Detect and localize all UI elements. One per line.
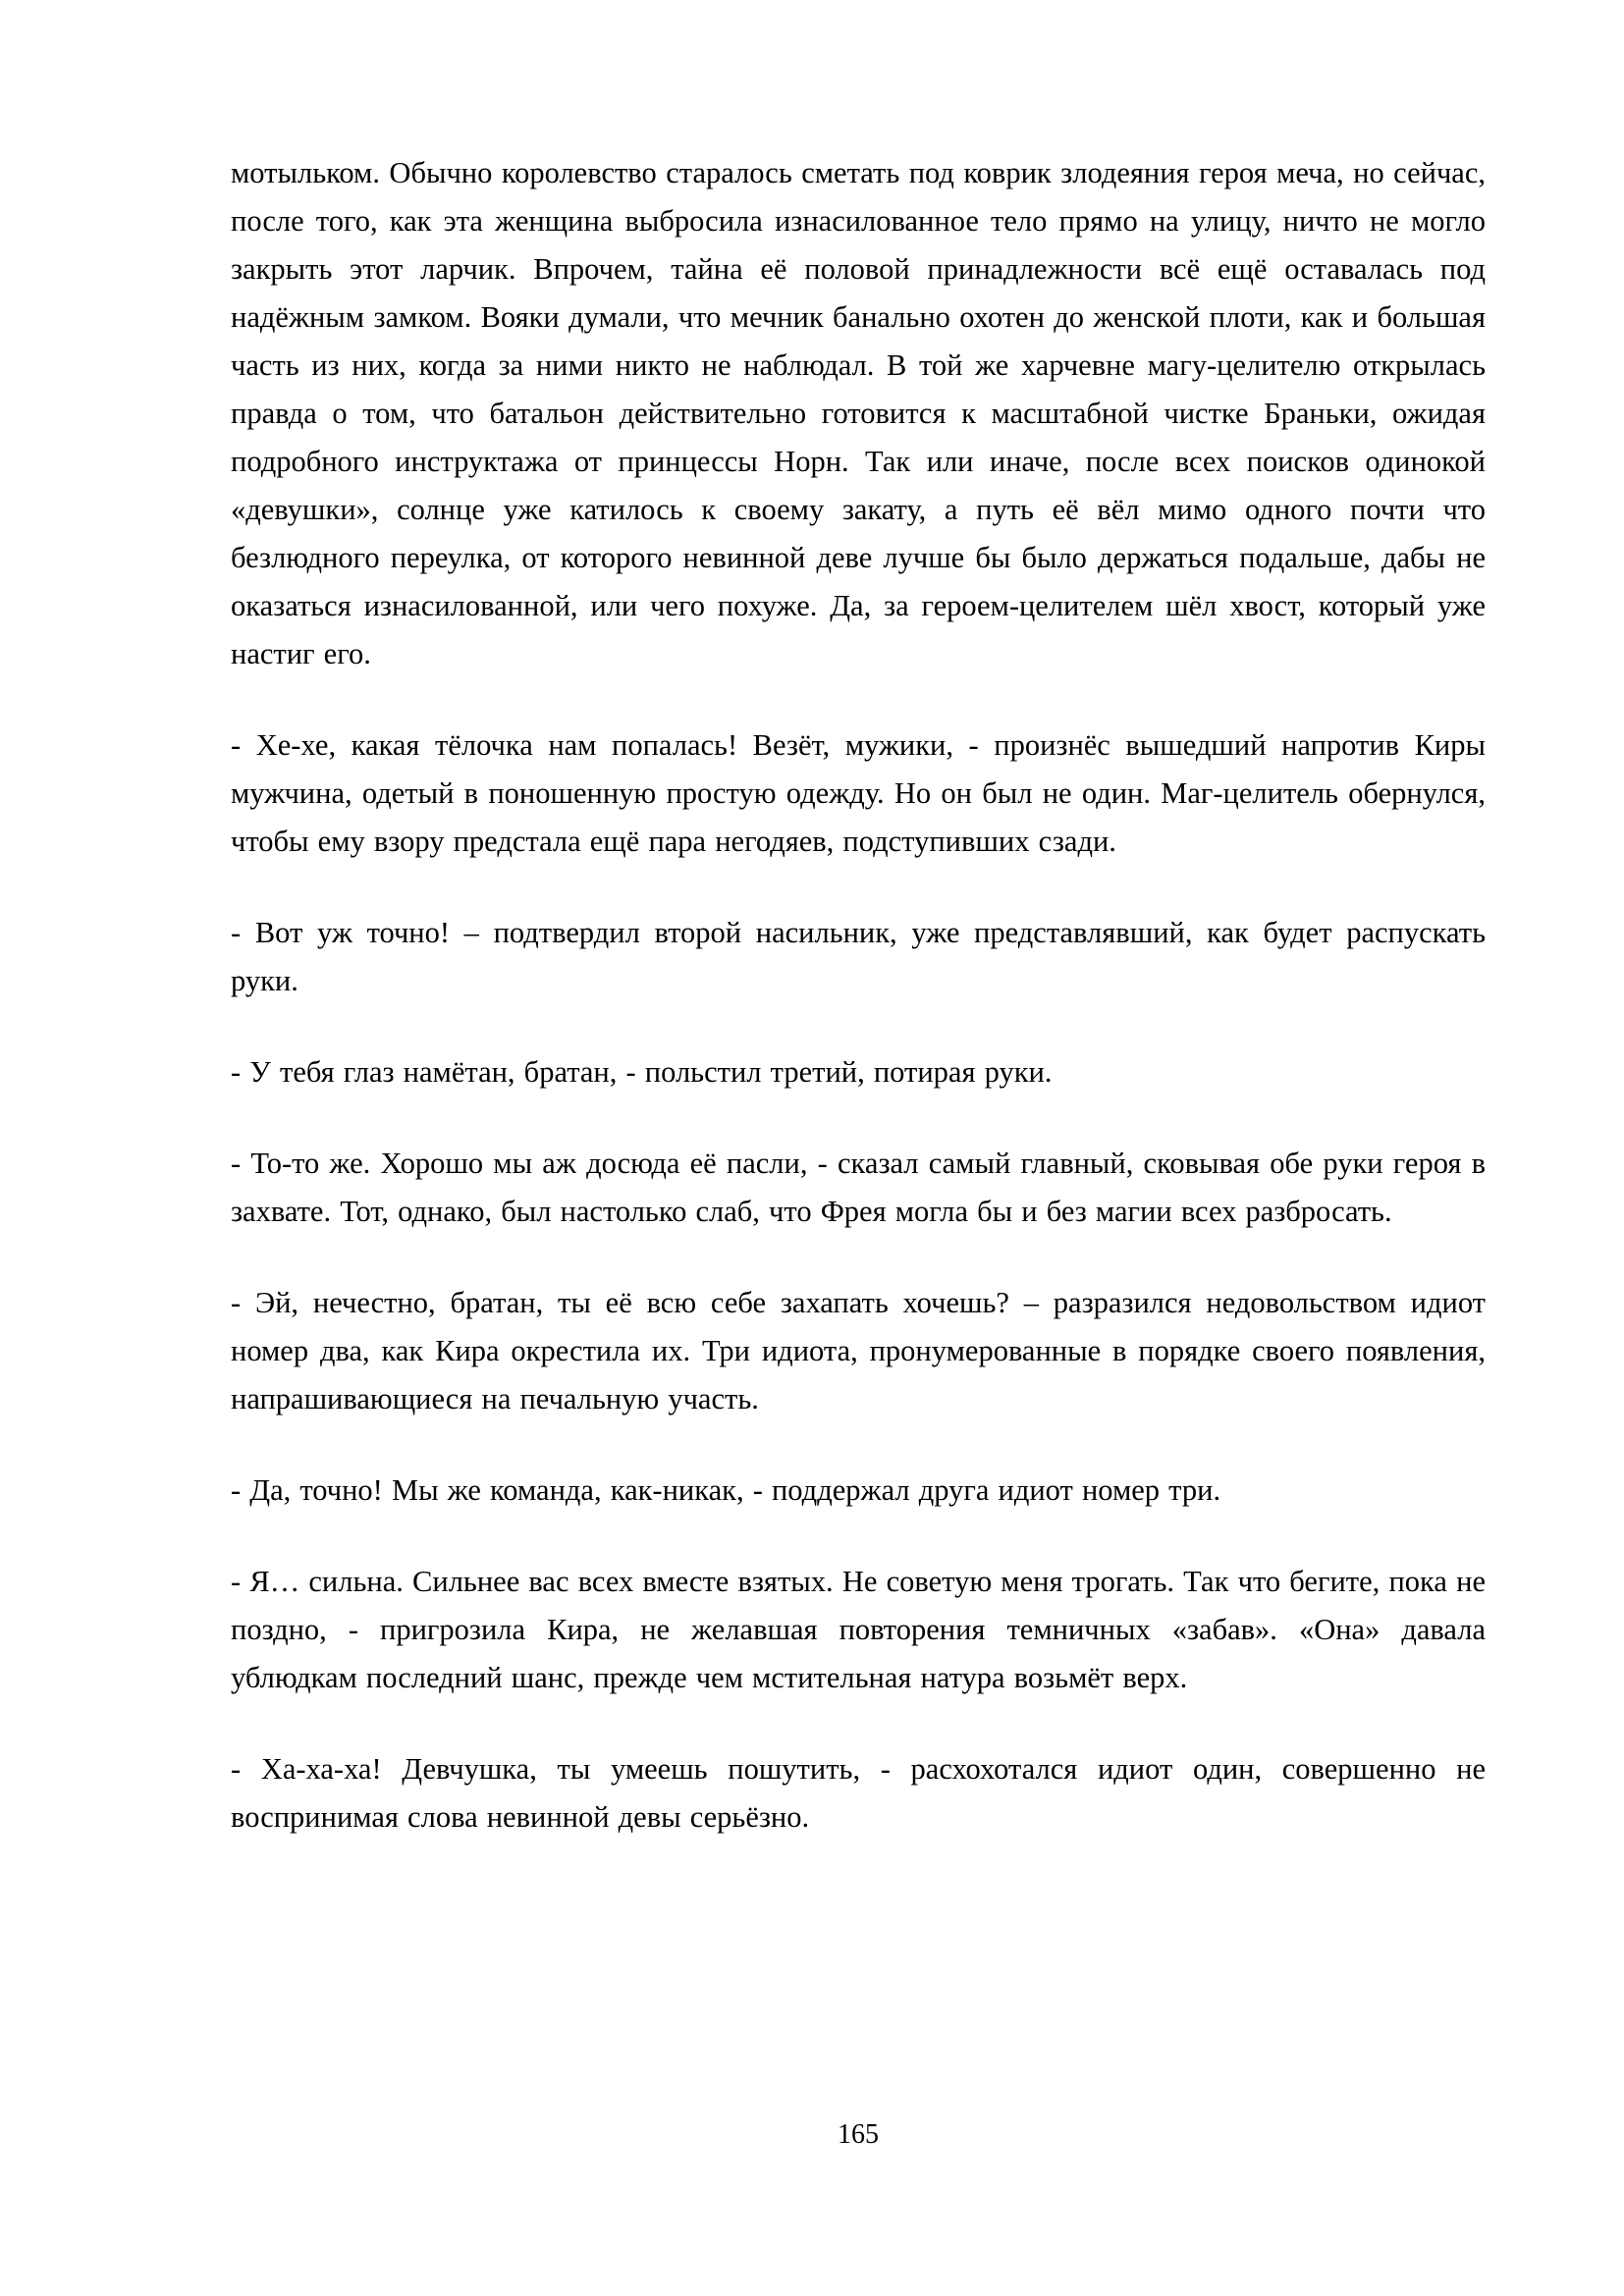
text-block [231,149,1486,1885]
paragraph: - У тебя глаз намётан, братан, - польстил третий, потирая руки. [231,1055,1053,1089]
paragraph: мотыльком. Обычно королевство старалось сметать под коврик злодеяния героя меча, но сейчас, после того, как эта женщина выбросила изнасилованное тело прямо на улицу, ничто не могло закрыть этот ларчик. Впрочем, тайна её половой принадлежности всё ещё оставалась под надёжным замком. Вояки думали, что мечник банально охотен до женской плоти, как и большая часть из них, когда за ними никто не наблюдал. В той же харчевне магу-целителю открылась правда о том, что батальон действительно готовится к масштабной чистке Браньки, ожидая подробного инструктажа от принцессы Норн. Так или иначе, после всех поисков одинокой «девушки», солнце уже катилось к своему закату, а путь её вёл мимо одного почти что безлюдного переулка, от которого невинной деве лучше бы было держаться подальше, дабы не оказаться изнасилованной, или чего похуже. Да, за героем-целителем шёл хвост, который уже настиг его. [231,156,1486,670]
paragraph: - Эй, нечестно, братан, ты её всю себе захапать хочешь? – разразился недовольством идиот номер два, как Кира окрестила их. Три идиота, пронумерованные в порядке своего появления, напрашивающиеся на печальную участь. [231,1286,1486,1415]
paragraph: - Ха-ха-ха! Девчушка, ты умеешь пошутить, - расхохотался идиот один, совершенно не воспринимая слова невинной девы серьёзно. [231,1752,1486,1834]
paragraph: - То-то же. Хорошо мы аж досюда её пасли, - сказал самый главный, сковывая обе руки героя в захвате. Тот, однако, был настолько слаб, что Фрея могла бы и без магии всех разбросать. [231,1147,1486,1228]
paragraph: - Вот уж точно! – подтвердил второй насильник, уже представлявший, как будет распускать руки. [231,916,1486,997]
paragraph: - Я… сильна. Сильнее вас всех вместе взятых. Не советую меня трогать. Так что бегите, пока не поздно, - пригрозила Кира, не желавшая повторения темничных «забав». «Она» давала ублюдкам последний шанс, прежде чем мстительная натура возьмёт верх. [231,1565,1486,1694]
paragraph: - Хе-хе, какая тёлочка нам попалась! Везёт, мужики, - произнёс вышедший напротив Киры мужчина, одетый в поношенную простую одежду. Но он был не один. Маг-целитель обернулся, чтобы ему взору предстала ещё пара негодяев, подступивших сзади. [231,728,1486,858]
paragraph: - Да, точно! Мы же команда, как-никак, - поддержал друга идиот номер три. [231,1473,1221,1507]
page-number: 165 [838,2119,879,2150]
